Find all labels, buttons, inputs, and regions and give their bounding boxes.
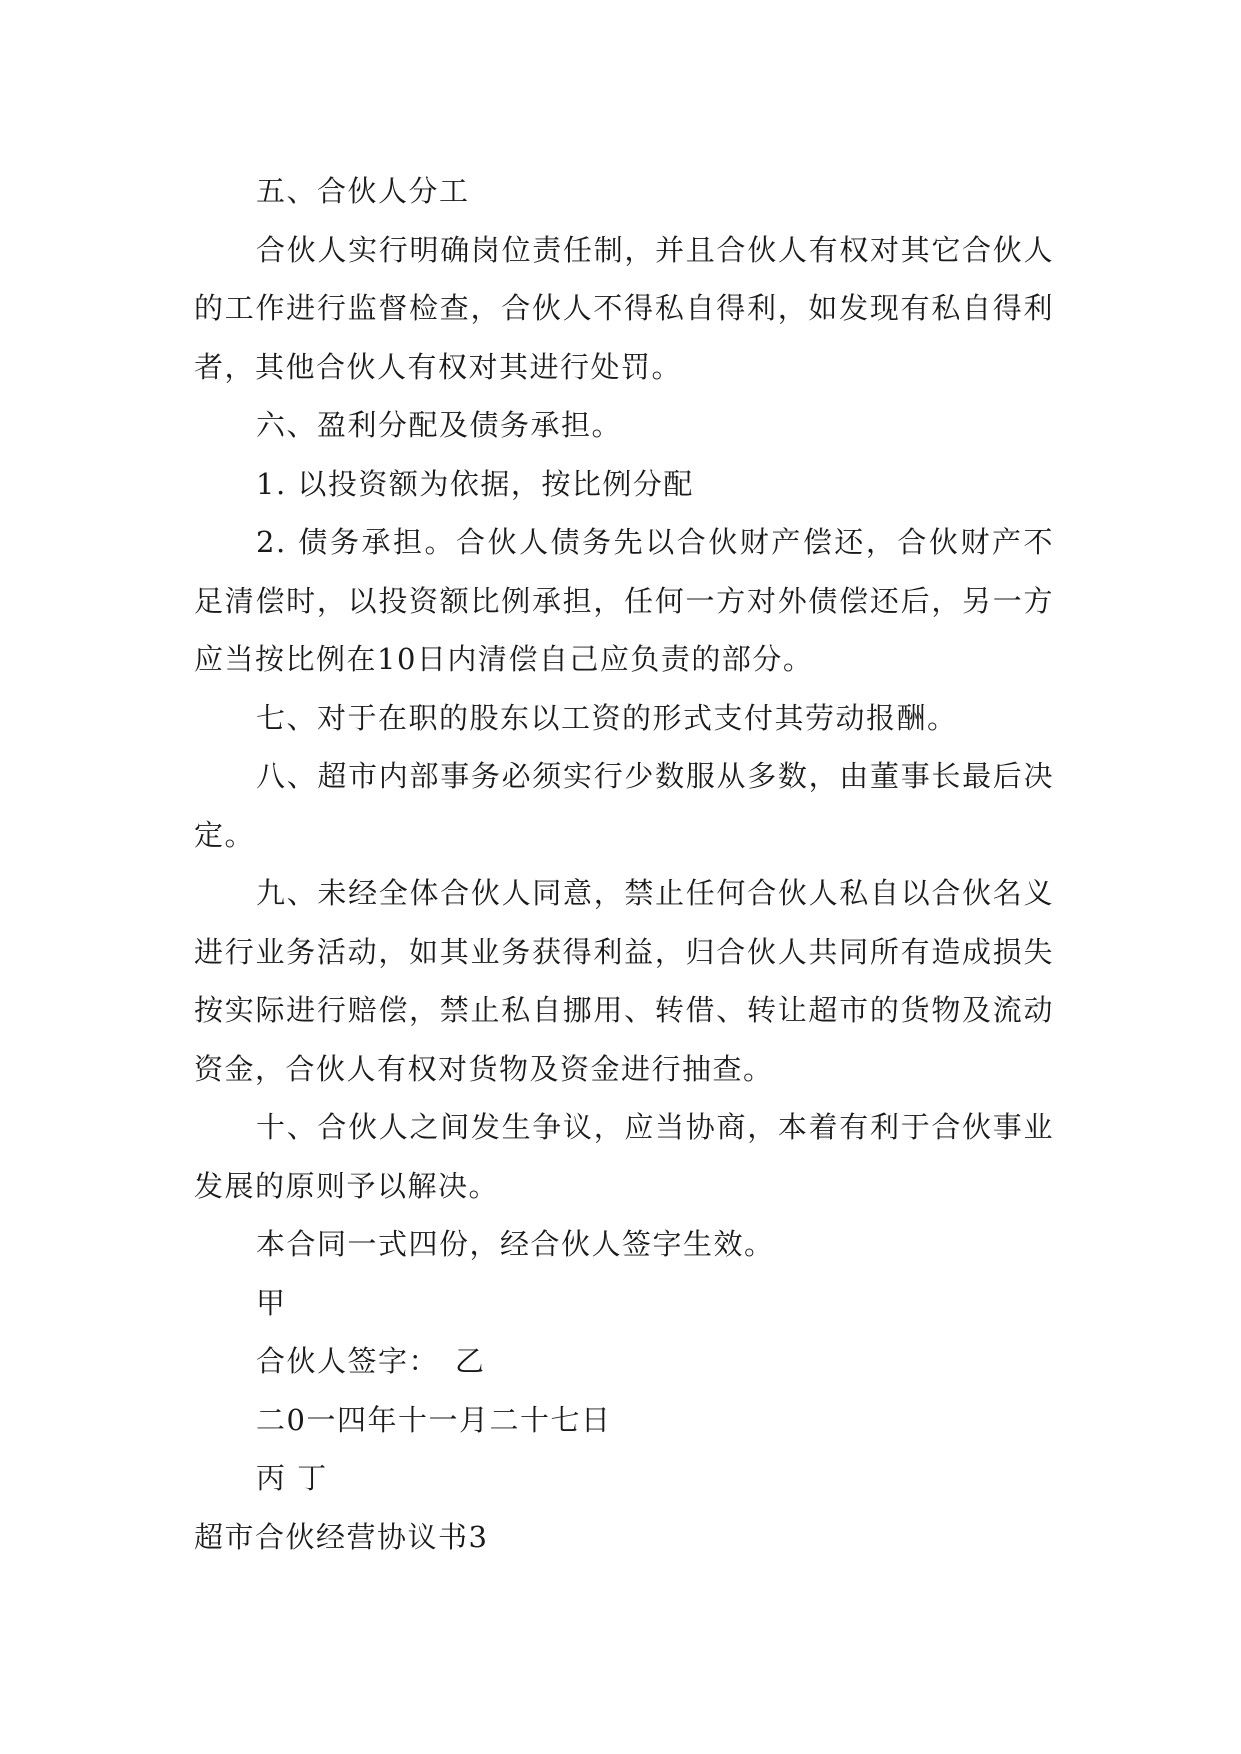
paragraph-partner-duties: 合伙人实行明确岗位责任制，并且合伙人有权对其它合伙人的工作进行监督检查，合伙人不得私自得利，如发现有私自得利者，其他合伙人有权对其进行处罚。	[194, 232, 1054, 384]
signature-line: 合伙人签字： 乙	[256, 1344, 486, 1378]
signing-date: 二0一四年十一月二十七日	[256, 1402, 612, 1437]
copies-statement: 本合同一式四份，经合伙人签字生效。	[256, 1227, 775, 1261]
section-heading-partner-duties: 五、合伙人分工	[256, 174, 470, 208]
section-prohibitions: 九、未经全体合伙人同意，禁止任何合伙人私自以合伙名义进行业务活动，如其业务获得利益，归合伙人共同所有造成损失按实际进行赔偿，禁止私自挪用、转借、转让超市的货物及流动资金，合伙人有权对货物及资金进行抽查。	[194, 876, 1054, 1086]
next-document-title: 超市合伙经营协议书3	[194, 1519, 489, 1554]
section-heading-profit-debt: 六、盈利分配及债务承担。	[256, 408, 623, 442]
signature-parties-c-d: 丙 丁	[256, 1461, 328, 1495]
signature-party-a: 甲	[256, 1285, 287, 1320]
section-disputes: 十、合伙人之间发生争议，应当协商，本着有利于合伙事业发展的原则予以解决。	[194, 1110, 1054, 1203]
clause-debt-bearing: 2. 债务承担。合伙人债务先以合伙财产偿还，合伙财产不足清偿时，以投资额比例承担，任何一方对外债偿还后，另一方应当按比例在10日内清偿自己应负责的部分。	[194, 525, 1054, 676]
section-internal-affairs: 八、超市内部事务必须实行少数服从多数，由董事长最后决定。	[194, 759, 1054, 852]
clause-profit-distribution: 1. 以投资额为依据，按比例分配	[256, 466, 694, 501]
section-salary: 七、对于在职的股东以工资的形式支付其劳动报酬。	[256, 700, 958, 735]
document-body	[194, 162, 1054, 1566]
